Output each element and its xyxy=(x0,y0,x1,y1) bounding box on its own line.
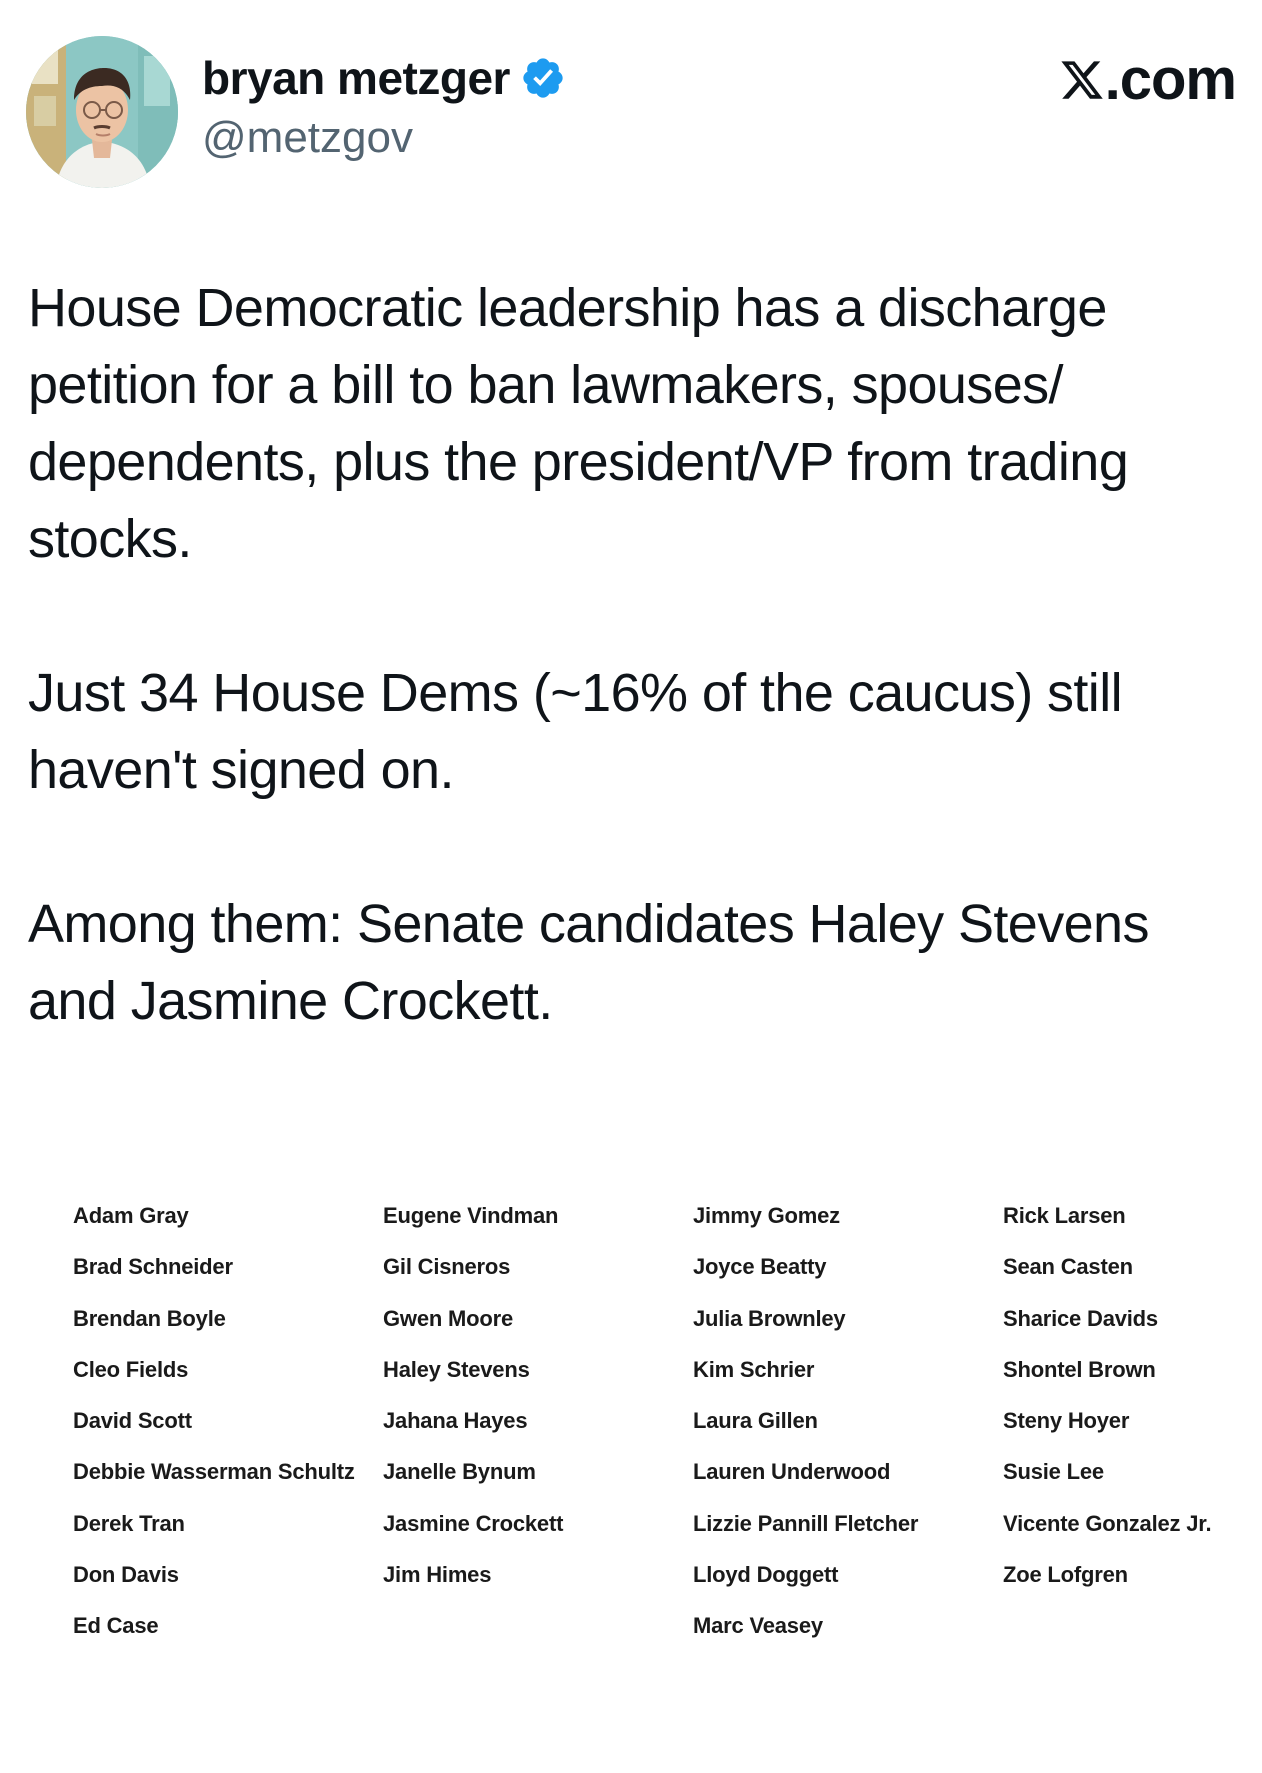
list-item: Gil Cisneros xyxy=(383,1254,511,1280)
list-item: Debbie Wasserman Schultz xyxy=(73,1459,355,1485)
tweet-paragraph: Among them: Senate candidates Haley Stevens and Jasmine Crockett. xyxy=(28,894,1149,1031)
list-item: David Scott xyxy=(73,1408,192,1434)
tweet-paragraph: Just 34 House Dems (~16% of the caucus) still haven't signed on. xyxy=(28,663,1123,800)
list-item: Steny Hoyer xyxy=(1003,1408,1130,1434)
list-item: Julia Brownley xyxy=(693,1305,846,1331)
list-item: Janelle Bynum xyxy=(383,1459,536,1485)
list-item: Don Davis xyxy=(73,1562,179,1588)
list-item: Rick Larsen xyxy=(1003,1203,1126,1228)
list-item: Eugene Vindman xyxy=(383,1203,559,1228)
display-name[interactable]: bryan metzger xyxy=(202,52,510,104)
handle[interactable]: @metzgov xyxy=(202,113,413,162)
tweet-header xyxy=(26,36,1236,196)
list-item: Vicente Gonzalez Jr. xyxy=(1003,1510,1212,1536)
avatar[interactable] xyxy=(26,36,178,188)
brand-watermark xyxy=(1059,48,1236,112)
list-item: Adam Gray xyxy=(73,1203,189,1228)
list-item: Jim Himes xyxy=(383,1562,492,1588)
avatar-photo xyxy=(26,36,178,188)
list-item: Sean Casten xyxy=(1003,1254,1133,1280)
list-item: Susie Lee xyxy=(1003,1459,1104,1485)
names-column-1 xyxy=(73,1190,355,1652)
list-item: Joyce Beatty xyxy=(693,1254,827,1280)
verified-badge-icon xyxy=(520,55,566,101)
names-column-4 xyxy=(1003,1190,1211,1600)
attached-image-name-list[interactable] xyxy=(0,1190,1262,1670)
x-logo-icon xyxy=(1059,57,1105,103)
list-item: Jimmy Gomez xyxy=(693,1203,840,1228)
names-column-2 xyxy=(383,1190,563,1600)
list-item: Haley Stevens xyxy=(383,1356,530,1382)
names-column-3 xyxy=(693,1190,918,1652)
brand-suffix: .com xyxy=(1104,47,1236,112)
list-item: Lauren Underwood xyxy=(693,1459,891,1485)
list-item: Laura Gillen xyxy=(693,1408,818,1434)
list-item: Derek Tran xyxy=(73,1510,185,1536)
list-item: Marc Veasey xyxy=(693,1613,823,1639)
tweet-paragraph: House Democratic leadership has a discharge petition for a bill to ban lawmakers, spouses/ dependents, plus the president/VP from trading stocks. xyxy=(28,278,1129,569)
list-item: Brendan Boyle xyxy=(73,1305,226,1331)
list-item: Cleo Fields xyxy=(73,1356,189,1382)
list-item: Zoe Lofgren xyxy=(1003,1562,1128,1588)
list-item: Jasmine Crockett xyxy=(383,1510,564,1536)
author-info xyxy=(202,50,566,166)
list-item: Sharice Davids xyxy=(1003,1305,1158,1331)
list-item: Gwen Moore xyxy=(383,1305,514,1331)
list-item: Kim Schrier xyxy=(693,1356,815,1382)
list-item: Jahana Hayes xyxy=(383,1408,528,1434)
list-item: Lloyd Doggett xyxy=(693,1562,839,1588)
display-name-row xyxy=(202,50,566,106)
list-item: Lizzie Pannill Fletcher xyxy=(693,1510,919,1536)
tweet-text xyxy=(28,270,1243,1040)
list-item: Ed Case xyxy=(73,1613,159,1639)
list-item: Brad Schneider xyxy=(73,1254,233,1280)
list-item: Shontel Brown xyxy=(1003,1356,1156,1382)
